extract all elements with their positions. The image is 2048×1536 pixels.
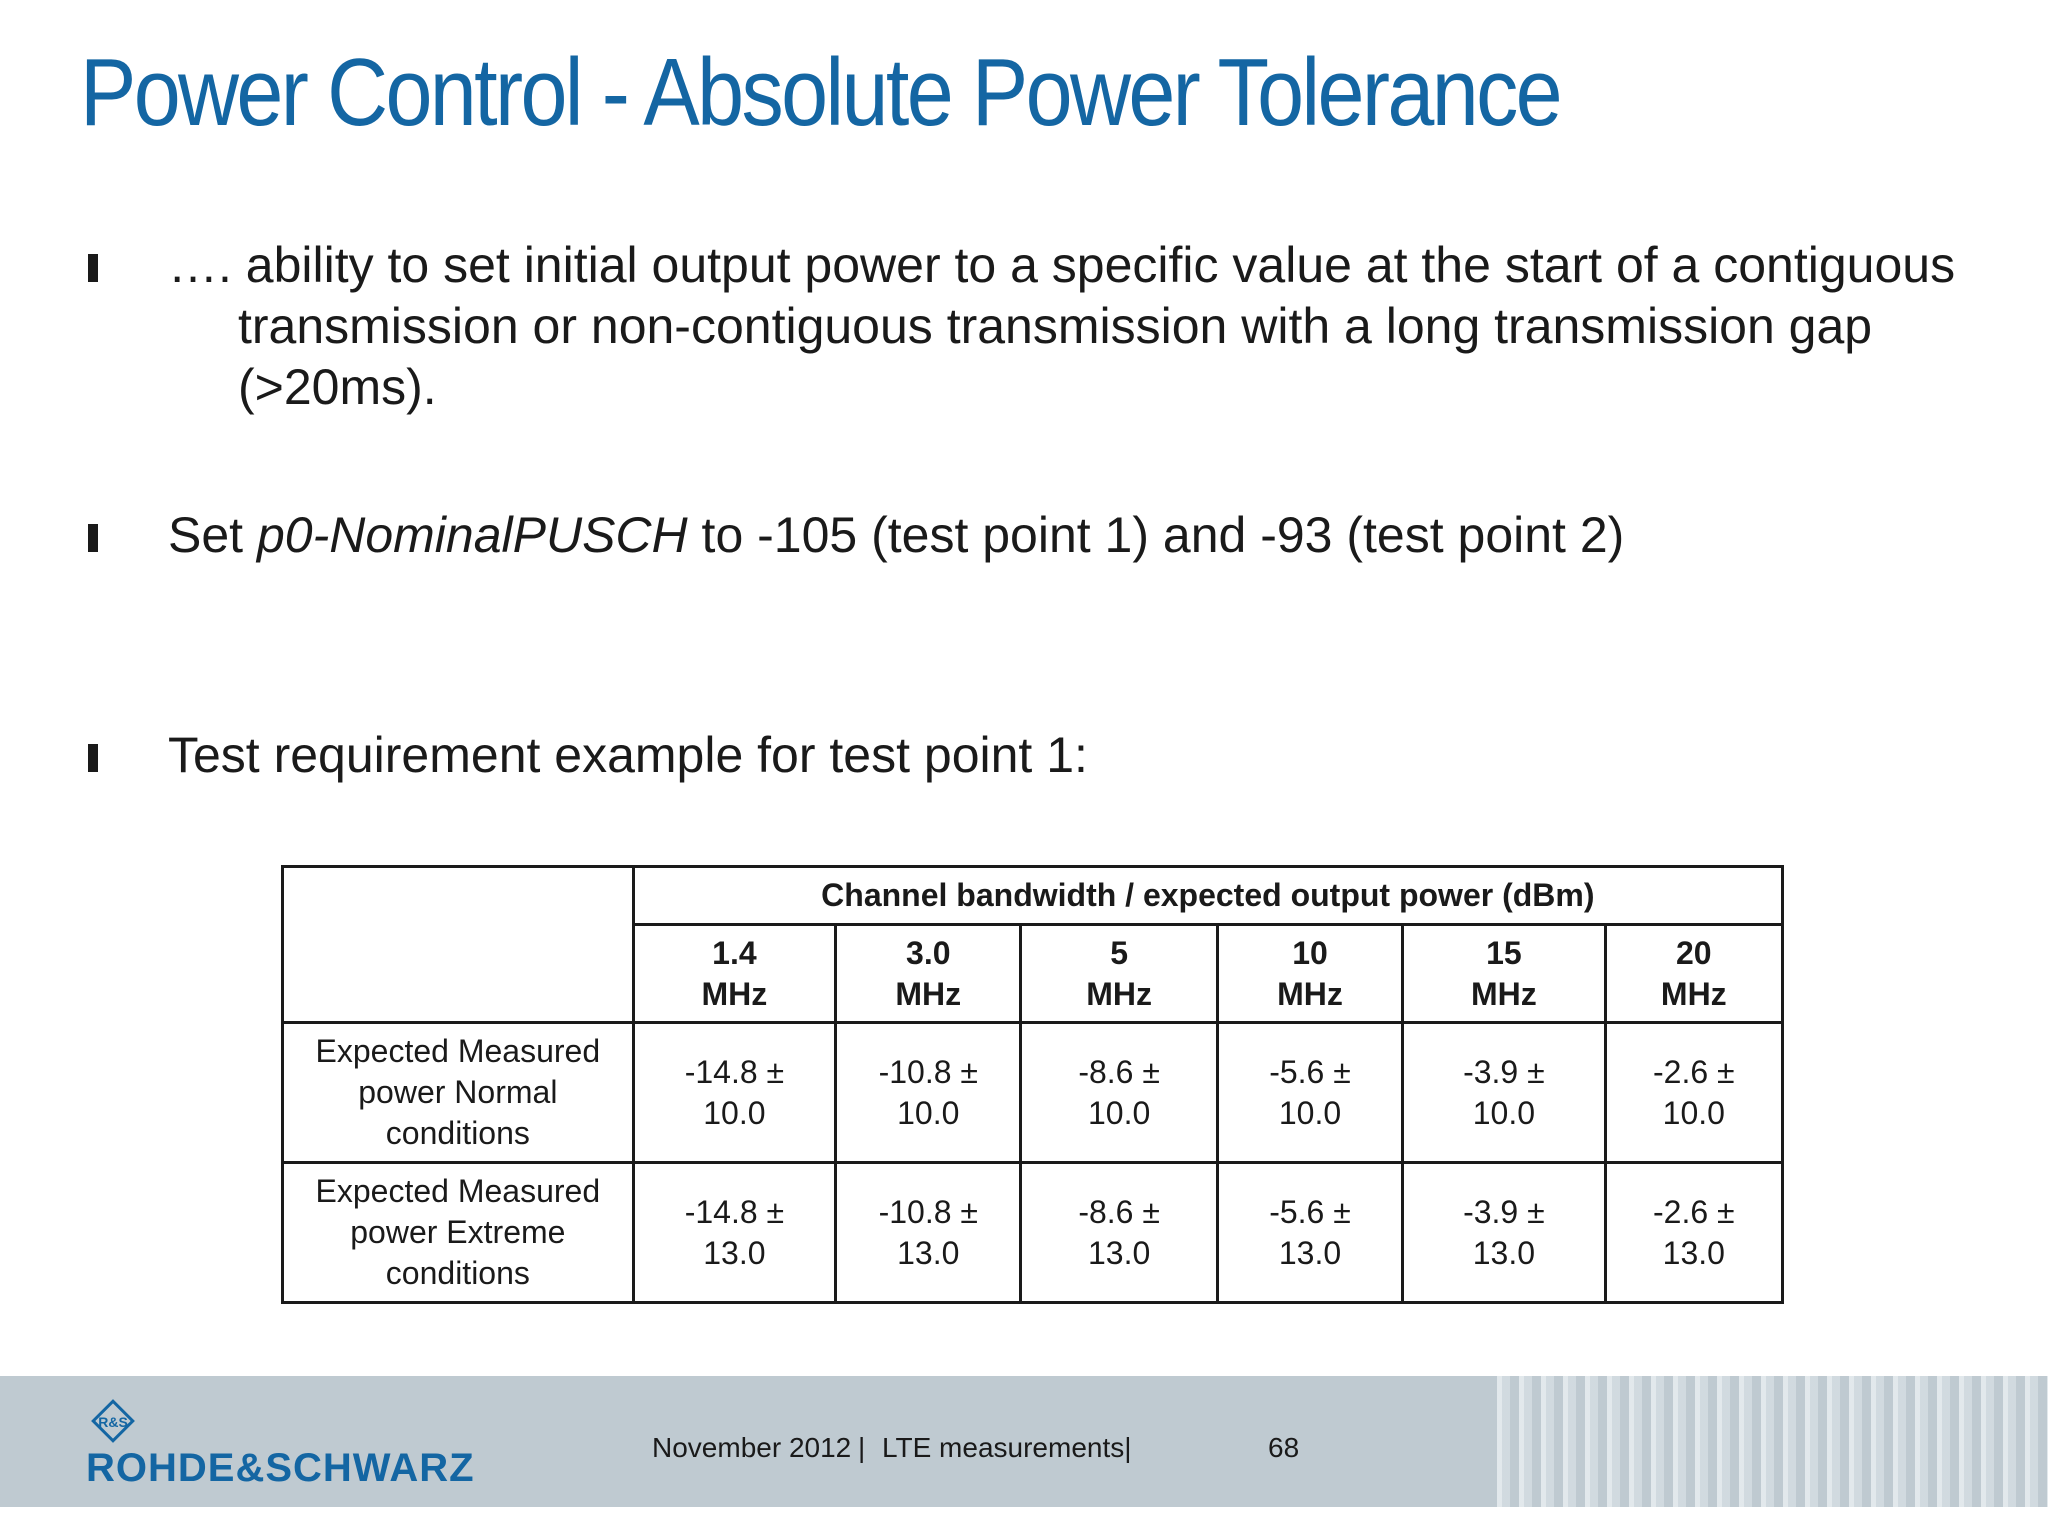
power-value: -5.6 ± xyxy=(1269,1053,1351,1090)
power-value: -10.8 ± xyxy=(878,1053,978,1090)
bandwidth-unit: MHz xyxy=(895,975,962,1012)
bandwidth-value: 5 xyxy=(1110,934,1129,971)
slide-footer xyxy=(0,1376,2048,1507)
bandwidth-value: 15 xyxy=(1486,934,1522,971)
bandwidth-unit: MHz xyxy=(1471,975,1537,1012)
requirement-table xyxy=(281,865,1784,1304)
table-header-row xyxy=(283,867,1783,925)
bandwidth-unit: MHz xyxy=(1660,975,1727,1012)
bullet-text-1: …. ability to set initial output power to a specific value at the start of a contiguous transmission or non-contiguous transmission with a long transmission gap (>20ms). xyxy=(168,237,1956,415)
bandwidth-unit: MHz xyxy=(1277,975,1343,1012)
bandwidth-value: 1.4 xyxy=(712,934,757,971)
power-tolerance: 10.0 xyxy=(703,1094,766,1131)
company-logo-text: ROHDE&SCHWARZ xyxy=(86,1446,475,1490)
footer-stripes xyxy=(1488,1376,2048,1507)
power-cell xyxy=(836,1023,1021,1163)
power-cell xyxy=(1605,1163,1782,1303)
row-label-line: Expected Measured xyxy=(315,1173,601,1209)
power-cell xyxy=(1403,1163,1605,1303)
footer-page-number: 68 xyxy=(1268,1432,1300,1463)
row-label-line: conditions xyxy=(385,1115,530,1151)
footer-date: November 2012 xyxy=(652,1432,852,1463)
bullet-2-param: p0-NominalPUSCH xyxy=(256,507,688,563)
power-value: -14.8 ± xyxy=(684,1193,785,1230)
power-cell xyxy=(1217,1023,1402,1163)
power-tolerance: 13.0 xyxy=(703,1234,766,1271)
power-tolerance: 13.0 xyxy=(1472,1234,1536,1271)
power-value: -3.9 ± xyxy=(1463,1193,1545,1230)
power-cell xyxy=(1021,1163,1217,1303)
power-tolerance: 10.0 xyxy=(1087,1094,1151,1131)
footer-separator: | xyxy=(858,1432,866,1463)
power-value: -8.6 ± xyxy=(1078,1193,1160,1230)
power-value: -14.8 ± xyxy=(684,1053,785,1090)
power-tolerance: 13.0 xyxy=(897,1234,960,1271)
bandwidth-header xyxy=(1021,925,1217,1023)
power-cell xyxy=(1605,1023,1782,1163)
power-tolerance: 10.0 xyxy=(1278,1094,1342,1131)
power-value: -2.6 ± xyxy=(1652,1053,1735,1090)
row-label-line: Expected Measured xyxy=(315,1033,601,1069)
table-corner-cell xyxy=(283,867,634,1023)
power-value: -2.6 ± xyxy=(1652,1193,1735,1230)
rs-logo-icon xyxy=(90,1398,136,1444)
bandwidth-unit: MHz xyxy=(1086,975,1153,1012)
bullet-marker-1 xyxy=(88,254,98,282)
power-cell xyxy=(633,1163,835,1303)
bandwidth-header xyxy=(633,925,835,1023)
bandwidth-unit: MHz xyxy=(701,975,768,1012)
bandwidth-header xyxy=(1605,925,1782,1023)
slide-title: Power Control - Absolute Power Tolerance xyxy=(80,39,1561,146)
bandwidth-header xyxy=(1403,925,1605,1023)
logo-mark-text: R&S xyxy=(98,1414,128,1430)
power-tolerance: 10.0 xyxy=(1662,1094,1725,1131)
bandwidth-header xyxy=(836,925,1021,1023)
bandwidth-header xyxy=(1217,925,1402,1023)
table-row-extreme xyxy=(283,1163,1783,1303)
bullet-text-2 xyxy=(168,505,1624,566)
power-cell xyxy=(1403,1023,1605,1163)
power-tolerance: 10.0 xyxy=(1472,1094,1536,1131)
row-label-normal xyxy=(283,1023,634,1163)
bandwidth-value: 20 xyxy=(1675,934,1712,971)
row-label-line: conditions xyxy=(385,1255,530,1291)
table-row-normal xyxy=(283,1023,1783,1163)
power-value: -5.6 ± xyxy=(1269,1193,1351,1230)
bandwidth-value: 10 xyxy=(1292,934,1328,971)
row-label-line: power Extreme xyxy=(350,1214,566,1250)
power-tolerance: 13.0 xyxy=(1662,1234,1725,1271)
power-value: -3.9 ± xyxy=(1463,1053,1545,1090)
row-label-line: power Normal xyxy=(358,1074,558,1110)
bullet-marker-3 xyxy=(88,744,98,772)
power-tolerance: 13.0 xyxy=(1278,1234,1342,1271)
bullet-marker-2 xyxy=(88,524,98,552)
power-cell xyxy=(1217,1163,1402,1303)
power-value: -10.8 ± xyxy=(878,1193,978,1230)
row-label-extreme xyxy=(283,1163,634,1303)
table-span-header: Channel bandwidth / expected output power (dBm) xyxy=(633,867,1782,925)
power-tolerance: 13.0 xyxy=(1087,1234,1151,1271)
bullet-2-suffix: to -105 (test point 1) and -93 (test point 2) xyxy=(687,507,1625,563)
power-tolerance: 10.0 xyxy=(897,1094,960,1131)
bullet-text-3: Test requirement example for test point 1: xyxy=(168,727,1088,783)
power-cell xyxy=(633,1023,835,1163)
bullet-2-prefix: Set xyxy=(168,507,257,563)
power-value: -8.6 ± xyxy=(1078,1053,1160,1090)
bandwidth-value: 3.0 xyxy=(906,934,951,971)
footer-topic: LTE measurements| xyxy=(882,1432,1132,1463)
power-cell xyxy=(836,1163,1021,1303)
power-cell xyxy=(1021,1023,1217,1163)
